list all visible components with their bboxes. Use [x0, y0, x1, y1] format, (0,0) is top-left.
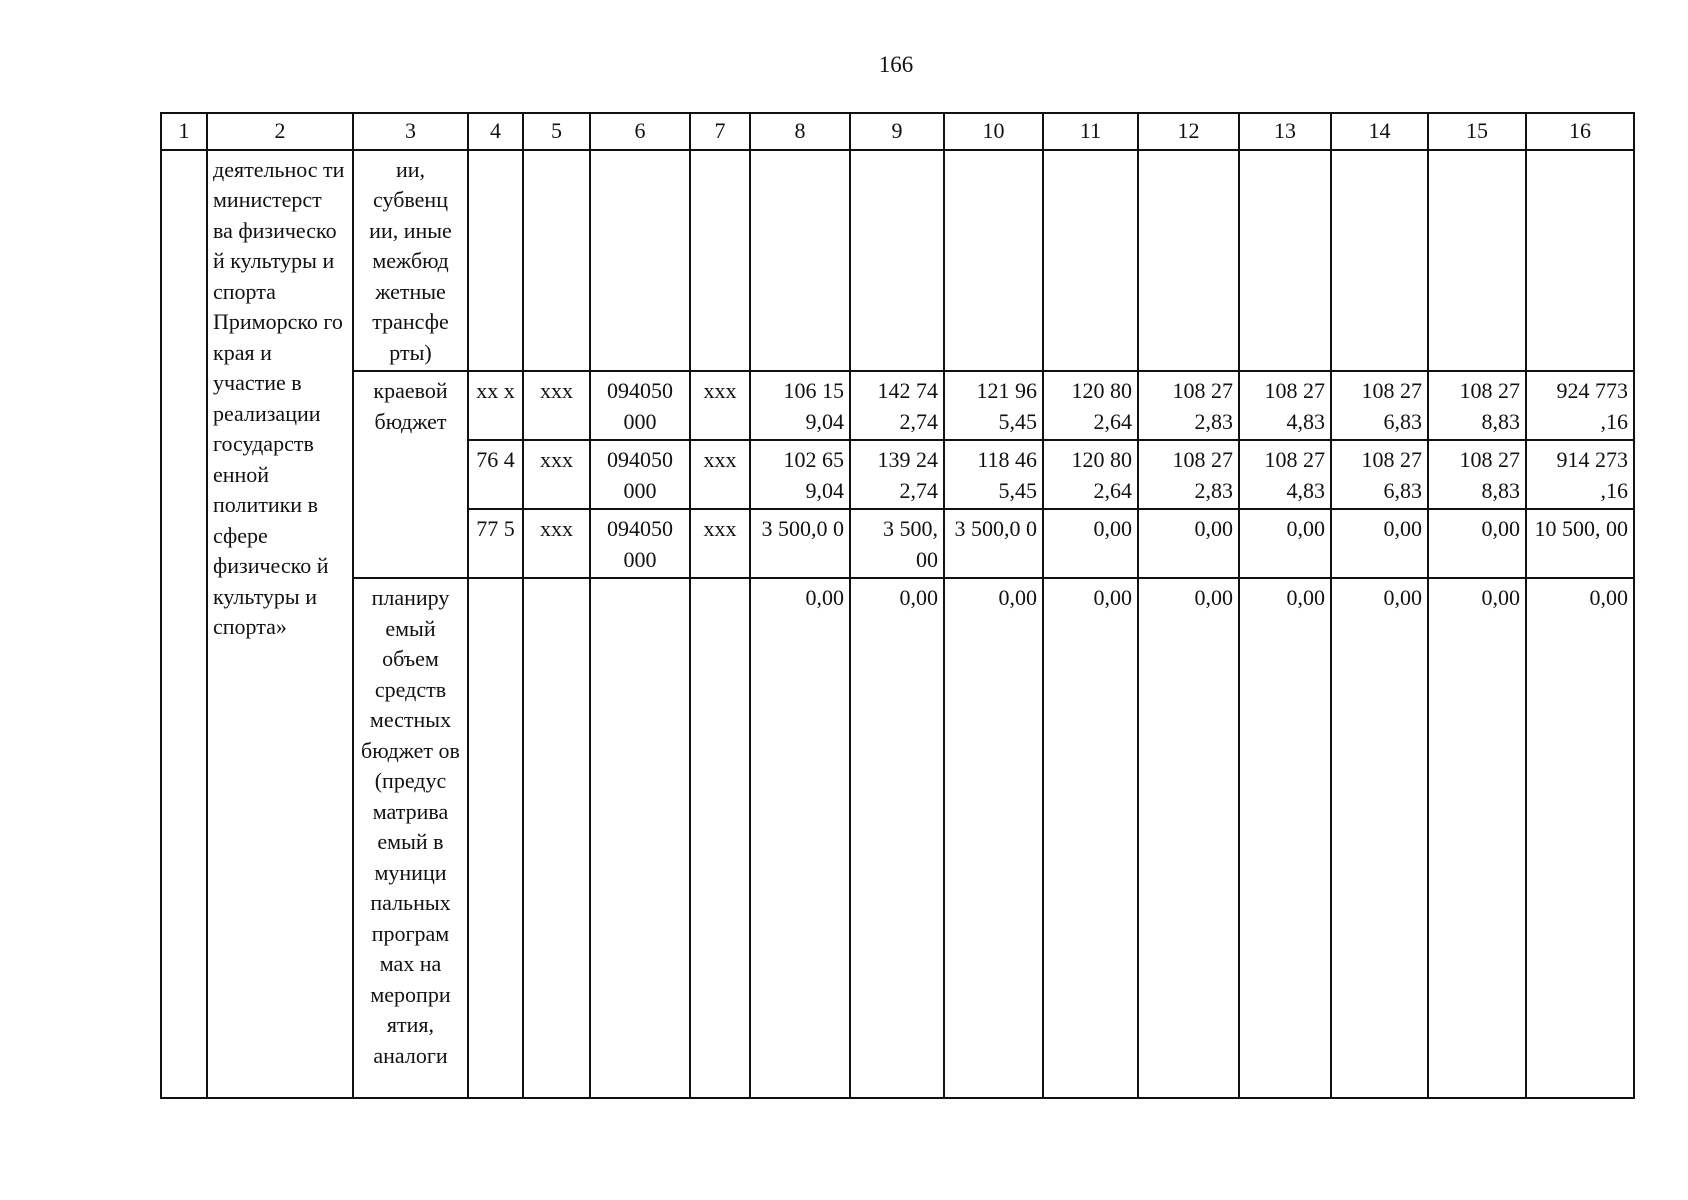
value-cell: 924 773 ,16 [1526, 371, 1634, 440]
value-cell: 914 273 ,16 [1526, 440, 1634, 509]
value-cell: 108 27 2,83 [1138, 371, 1239, 440]
budget-table [160, 112, 1635, 1099]
value-cell: 108 27 8,83 [1428, 371, 1526, 440]
value-cell: 0,00 [1331, 509, 1428, 578]
funding-source-cell: планиру емый объем средств местных бюджет ов (предус матрива емый в муници пальных програм мах на меропри ятия, аналоги [353, 578, 468, 1098]
value-cell: 3 500,0 0 [944, 509, 1043, 578]
funding-source-cell: краевой бюджет [353, 371, 468, 578]
header-cell: 16 [1526, 113, 1634, 150]
table-row [161, 150, 1634, 372]
csr-code-cell: 094050 000 [590, 440, 690, 509]
gr-code-cell: 76 4 [468, 440, 523, 509]
funding-source-cell: ии, субвенц ии, иные межбюд жетные трансфе рты) [353, 150, 468, 372]
rzpr-code-cell: xxx [523, 440, 590, 509]
value-cell: 0,00 [944, 578, 1043, 1098]
value-cell: 108 27 4,83 [1239, 440, 1331, 509]
value-cell: 142 74 2,74 [850, 371, 944, 440]
header-cell: 15 [1428, 113, 1526, 150]
header-cell: 13 [1239, 113, 1331, 150]
value-cell: 0,00 [1526, 578, 1634, 1098]
value-cell: 106 15 9,04 [750, 371, 850, 440]
header-cell: 4 [468, 113, 523, 150]
value-cell: 3 500,0 0 [750, 509, 850, 578]
table-row [161, 578, 1634, 1098]
value-cell: 0,00 [1138, 509, 1239, 578]
page-number: 166 [878, 52, 914, 77]
header-cell: 10 [944, 113, 1043, 150]
value-cell: 0,00 [1239, 509, 1331, 578]
value-cell: 108 27 2,83 [1138, 440, 1239, 509]
value-cell: 108 27 8,83 [1428, 440, 1526, 509]
value-cell: 0,00 [1331, 578, 1428, 1098]
rzpr-code-cell [523, 578, 590, 1098]
value-cell: 0,00 [1428, 578, 1526, 1098]
header-cell: 9 [850, 113, 944, 150]
header-cell: 6 [590, 113, 690, 150]
header-cell: 1 [161, 113, 207, 150]
value-cell: 108 27 4,83 [1239, 371, 1331, 440]
rzpr-code-cell: xxx [523, 371, 590, 440]
value-cell: 108 27 6,83 [1331, 440, 1428, 509]
event-name-cell: деятельнос ти министерст ва физическо й культуры и спорта Приморско го края и участие в реализации государств енной политики в сфере физическо й культуры и спорта» [207, 150, 353, 1099]
header-cell: 3 [353, 113, 468, 150]
csr-code-cell [590, 578, 690, 1098]
value-cell: 120 80 2,64 [1043, 440, 1138, 509]
value-cell: 108 27 6,83 [1331, 371, 1428, 440]
gr-code-cell: xx x [468, 371, 523, 440]
header-cell: 5 [523, 113, 590, 150]
vr-code-cell [690, 578, 750, 1098]
value-cell: 118 46 5,45 [944, 440, 1043, 509]
header-cell: 8 [750, 113, 850, 150]
gr-code-cell: 77 5 [468, 509, 523, 578]
value-cell: 0,00 [1043, 578, 1138, 1098]
gr-code-cell [468, 578, 523, 1098]
value-cell: 0,00 [1239, 578, 1331, 1098]
col1-cell [161, 150, 207, 1099]
value-cell: 0,00 [1043, 509, 1138, 578]
header-cell: 14 [1331, 113, 1428, 150]
value-cell: 3 500, 00 [850, 509, 944, 578]
value-cell: 102 65 9,04 [750, 440, 850, 509]
table-row [161, 371, 1634, 440]
value-cell: 10 500, 00 [1526, 509, 1634, 578]
value-cell: 0,00 [1428, 509, 1526, 578]
csr-code-cell: 094050 000 [590, 509, 690, 578]
value-cell: 120 80 2,64 [1043, 371, 1138, 440]
value-cell: 139 24 2,74 [850, 440, 944, 509]
rzpr-code-cell: xxx [523, 509, 590, 578]
value-cell: 0,00 [1138, 578, 1239, 1098]
vr-code-cell: xxx [690, 371, 750, 440]
header-cell: 7 [690, 113, 750, 150]
value-cell: 121 96 5,45 [944, 371, 1043, 440]
vr-code-cell: xxx [690, 509, 750, 578]
value-cell: 0,00 [850, 578, 944, 1098]
header-cell: 11 [1043, 113, 1138, 150]
header-cell: 12 [1138, 113, 1239, 150]
header-row [161, 113, 1634, 150]
csr-code-cell: 094050 000 [590, 371, 690, 440]
value-cell: 0,00 [750, 578, 850, 1098]
vr-code-cell: xxx [690, 440, 750, 509]
header-cell: 2 [207, 113, 353, 150]
